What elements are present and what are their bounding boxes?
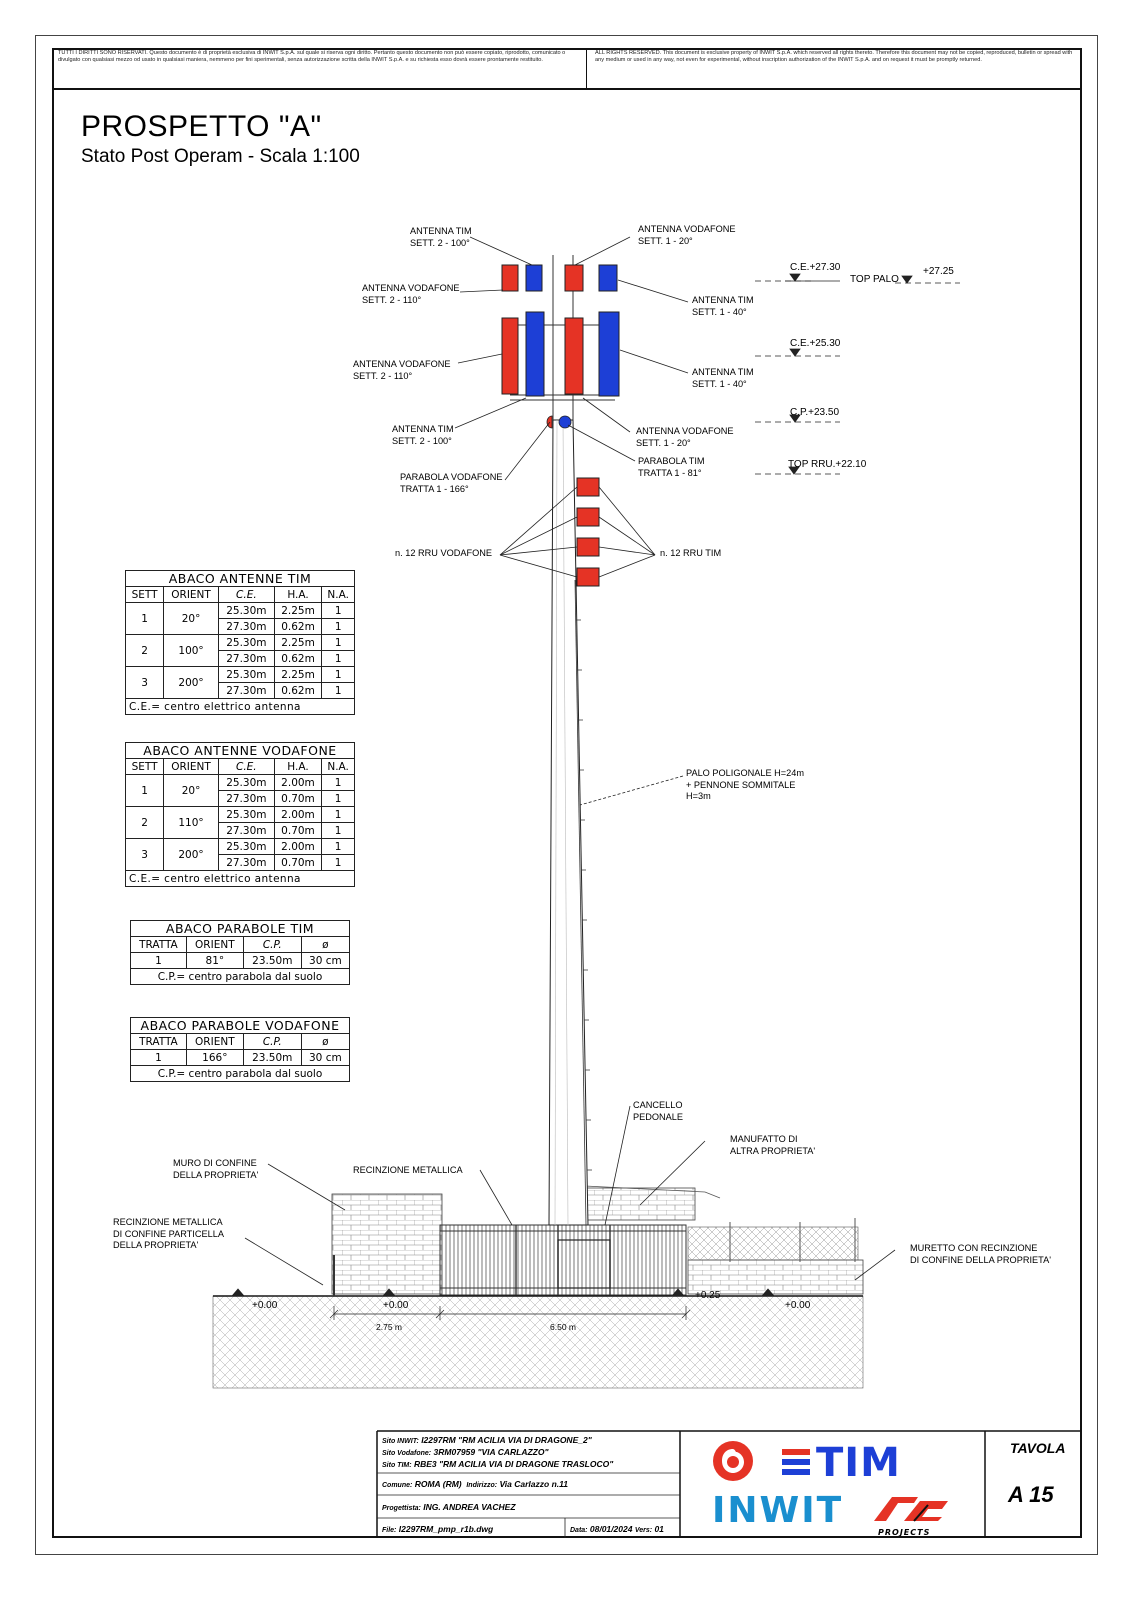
label-neighbor-building: MANUFATTO DI ALTRA PROPRIETA' xyxy=(730,1134,816,1156)
th-orient: ORIENT xyxy=(186,1034,243,1050)
cell: 27.30m xyxy=(218,855,274,871)
cell: 25.30m xyxy=(218,635,274,651)
cell: 23.50m xyxy=(243,953,301,969)
th-orient: ORIENT xyxy=(186,937,243,953)
tb-file: I2297RM_pmp_r1b.dwg xyxy=(398,1524,494,1534)
tb-indirizzo-key: Indirizzo: xyxy=(466,1482,498,1489)
tb-progettista-key: Progettista: xyxy=(382,1505,421,1512)
cell: 2.00m xyxy=(274,839,322,855)
table-note: C.E.= centro elettrico antenna xyxy=(126,699,355,715)
cell: 1 xyxy=(322,603,355,619)
label-metal-fence: RECINZIONE METALLICA xyxy=(353,1165,463,1175)
label-antenna-vodafone-right-bottom: ANTENNA VODAFONE SETT. 1 - 20° xyxy=(636,426,734,448)
tb-comune-key: Comune: xyxy=(382,1482,413,1489)
cell: 1 xyxy=(322,807,355,823)
cell: 0.70m xyxy=(274,855,322,871)
table-note: C.P.= centro parabola dal suolo xyxy=(131,969,350,985)
label-antenna-tim-left-bottom: ANTENNA TIM SETT. 2 - 100° xyxy=(392,424,454,446)
th-cp: C.P. xyxy=(243,1034,301,1050)
cell: 100° xyxy=(164,635,219,667)
cell: 0.70m xyxy=(274,823,322,839)
level-top-palo: TOP PALO xyxy=(850,274,899,285)
cell: 2 xyxy=(126,807,164,839)
cell: 3 xyxy=(126,667,164,699)
cell: 1 xyxy=(322,651,355,667)
cell: 200° xyxy=(164,839,219,871)
th-ha: H.A. xyxy=(274,587,322,603)
cell: 1 xyxy=(131,1050,187,1066)
level-ground-2: +0.00 xyxy=(383,1300,409,1311)
cell: 0.62m xyxy=(274,619,322,635)
cell: 27.30m xyxy=(218,683,274,699)
tb-data: 08/01/2024 xyxy=(589,1524,633,1534)
cell: 27.30m xyxy=(218,823,274,839)
cell: 2.00m xyxy=(274,775,322,791)
th-ce: C.E. xyxy=(218,587,274,603)
drawing-title: PROSPETTO "A" xyxy=(81,110,322,143)
cell: 27.30m xyxy=(218,651,274,667)
cell: 1 xyxy=(322,635,355,651)
tb-sito-vodafone-key: Sito Vodafone: xyxy=(382,1450,432,1457)
cell: 25.30m xyxy=(218,807,274,823)
dimension-6-50: 6.50 m xyxy=(550,1322,576,1332)
cell: 1 xyxy=(322,823,355,839)
label-boundary-fence: RECINZIONE METALLICA DI CONFINE PARTICELLA DELLA PROPRIETA' xyxy=(113,1217,224,1250)
tb-progettista: ING. ANDREA VACHEZ xyxy=(423,1502,516,1512)
cell: 27.30m xyxy=(218,791,274,807)
tb-sito-vodafone: 3RM07959 "VIA CARLAZZO" xyxy=(433,1447,549,1457)
tavola-number: A 15 xyxy=(1008,1482,1054,1507)
level-top-rru: TOP RRU.+22.10 xyxy=(788,459,867,470)
cell: 2.25m xyxy=(274,635,322,651)
label-pole: PALO POLIGONALE H=24m + PENNONE SOMMITALE H=3m xyxy=(686,768,805,801)
cell: 25.30m xyxy=(218,667,274,683)
th-tratta: TRATTA xyxy=(131,937,187,953)
cell: 30 cm xyxy=(301,953,349,969)
cell: 1 xyxy=(322,855,355,871)
level-cp-23-50: C.P.+23.50 xyxy=(790,407,840,418)
tb-data-key: Data: xyxy=(570,1527,588,1534)
tim-logo-mark xyxy=(782,1447,812,1477)
label-low-wall: MURETTO CON RECINZIONE DI CONFINE DELLA PROPRIETA' xyxy=(910,1243,1051,1265)
tb-sito-inwit-key: Sito INWIT: xyxy=(382,1438,419,1445)
inwit-logo: INWIT xyxy=(712,1490,844,1531)
cell: 3 xyxy=(126,839,164,871)
cell: 23.50m xyxy=(243,1050,301,1066)
tb-indirizzo: Via Carlazzo n.11 xyxy=(499,1479,568,1489)
tb-comune: ROMA (RM) xyxy=(414,1479,462,1489)
cell: 1 xyxy=(126,603,164,635)
cell: 1 xyxy=(322,619,355,635)
cell: 2.25m xyxy=(274,603,322,619)
rights-notice-it: TUTTI I DIRITTI SONO RISERVATI. Questo documento è di proprietà esclusiva di INWIT S.p.A. sul quale si riserva ogni diritto. Pertanto questo documento non può essere copiato, riprodotto, comunicato o divulgato con qualsiasi mezzo od usato in qualsiasi maniera, nemmeno per fini sperimentali, senza autorizzazione scritta della INWIT S.p.A. e su richiesta esso dovrà essere prontamente restituito. xyxy=(58,50,566,63)
th-na: N.A. xyxy=(322,759,355,775)
label-dish-vodafone: PARABOLA VODAFONE TRATTA 1 - 166° xyxy=(400,472,503,494)
tavola-label: TAVOLA xyxy=(1010,1440,1066,1456)
th-cp: C.P. xyxy=(243,937,301,953)
th-sett: SETT xyxy=(126,587,164,603)
tb-sito-inwit: I2297RM "RM ACILIA VIA DI DRAGONE_2" xyxy=(421,1435,592,1445)
cell: 30 cm xyxy=(301,1050,349,1066)
label-antenna-vodafone-left-upper: ANTENNA VODAFONE SETT. 2 - 110° xyxy=(362,283,460,305)
table-note: C.P.= centro parabola dal suolo xyxy=(131,1066,350,1082)
cell: 0.62m xyxy=(274,651,322,667)
label-antenna-vodafone-top-right: ANTENNA VODAFONE SETT. 1 - 20° xyxy=(638,224,736,246)
table-title: ABACO PARABOLE TIM xyxy=(131,921,350,937)
cell: 0.70m xyxy=(274,791,322,807)
tb-vers: 01 xyxy=(654,1524,664,1534)
level-ce-25-30: C.E.+25.30 xyxy=(790,338,841,349)
label-gate: CANCELLO PEDONALE xyxy=(633,1100,684,1122)
cell: 0.62m xyxy=(274,683,322,699)
th-ce: C.E. xyxy=(218,759,274,775)
cell: 1 xyxy=(126,775,164,807)
drawing-subtitle: Stato Post Operam - Scala 1:100 xyxy=(81,146,360,167)
th-ha: H.A. xyxy=(274,759,322,775)
cell: 27.30m xyxy=(218,619,274,635)
tb-sito-tim: RBE3 "RM ACILIA VIA DI DRAGONE TRASLOCO" xyxy=(413,1459,614,1469)
tb-vers-key: Vers: xyxy=(634,1527,653,1534)
cell: 20° xyxy=(164,775,219,807)
table-title: ABACO ANTENNE TIM xyxy=(126,571,355,587)
tb-file-key: File: xyxy=(382,1527,397,1534)
level-ground-4: +0.00 xyxy=(785,1300,811,1311)
th-orient: ORIENT xyxy=(164,587,219,603)
label-rru-tim: n. 12 RRU TIM xyxy=(660,548,722,558)
th-diam: ø xyxy=(301,1034,349,1050)
label-antenna-tim-top-left: ANTENNA TIM SETT. 2 - 100° xyxy=(410,226,472,248)
cell: 1 xyxy=(322,667,355,683)
label-rru-vodafone: n. 12 RRU VODAFONE xyxy=(395,548,493,558)
projects-logo: PROJECTS xyxy=(878,1528,931,1537)
th-orient: ORIENT xyxy=(164,759,219,775)
level-top-palo-value: +27.25 xyxy=(923,266,954,277)
level-ground-3: +0.25 xyxy=(695,1290,721,1301)
tb-sito-tim-key: Sito TIM: xyxy=(382,1462,412,1469)
level-ce-27-30: C.E.+27.30 xyxy=(790,262,841,273)
label-boundary-wall: MURO DI CONFINE DELLA PROPRIETA' xyxy=(173,1158,259,1180)
cell: 1 xyxy=(322,839,355,855)
cell: 166° xyxy=(186,1050,243,1066)
cell: 25.30m xyxy=(218,839,274,855)
dimension-2-75: 2.75 m xyxy=(376,1322,402,1332)
cell: 25.30m xyxy=(218,775,274,791)
th-sett: SETT xyxy=(126,759,164,775)
cell: 1 xyxy=(131,953,187,969)
table-title: ABACO PARABOLE VODAFONE xyxy=(131,1018,350,1034)
table-note: C.E.= centro elettrico antenna xyxy=(126,871,355,887)
label-antenna-tim-right-upper: ANTENNA TIM SETT. 1 - 40° xyxy=(692,295,754,317)
cell: 200° xyxy=(164,667,219,699)
cell: 1 xyxy=(322,775,355,791)
cell: 110° xyxy=(164,807,219,839)
label-dish-tim: PARABOLA TIM TRATTA 1 - 81° xyxy=(638,456,705,478)
cell: 2.00m xyxy=(274,807,322,823)
cell: 1 xyxy=(322,791,355,807)
rights-notice-en: ALL RIGHTS RESERVED. This document is exclusive property of INWIT S.p.A. which reserved all rights thereto. Therefore this document may not be copied, reproduced, bulletin or spread with any medium or used in any way, not even for experimental, without inscription authorization of the INWIT S.p.A. and on request it must be promptly returned. xyxy=(595,50,1073,63)
th-na: N.A. xyxy=(322,587,355,603)
label-antenna-tim-right-lower: ANTENNA TIM SETT. 1 - 40° xyxy=(692,367,754,389)
level-ground-1: +0.00 xyxy=(252,1300,278,1311)
tim-logo: TIM xyxy=(816,1440,901,1486)
th-tratta: TRATTA xyxy=(131,1034,187,1050)
th-diam: ø xyxy=(301,937,349,953)
projects-logo-mark xyxy=(870,1493,960,1525)
label-antenna-vodafone-left-lower: ANTENNA VODAFONE SETT. 2 - 110° xyxy=(353,359,451,381)
cell: 1 xyxy=(322,683,355,699)
cell: 25.30m xyxy=(218,603,274,619)
vodafone-logo xyxy=(712,1440,754,1482)
cell: 81° xyxy=(186,953,243,969)
cell: 2 xyxy=(126,635,164,667)
table-title: ABACO ANTENNE VODAFONE xyxy=(126,743,355,759)
cell: 20° xyxy=(164,603,219,635)
cell: 2.25m xyxy=(274,667,322,683)
